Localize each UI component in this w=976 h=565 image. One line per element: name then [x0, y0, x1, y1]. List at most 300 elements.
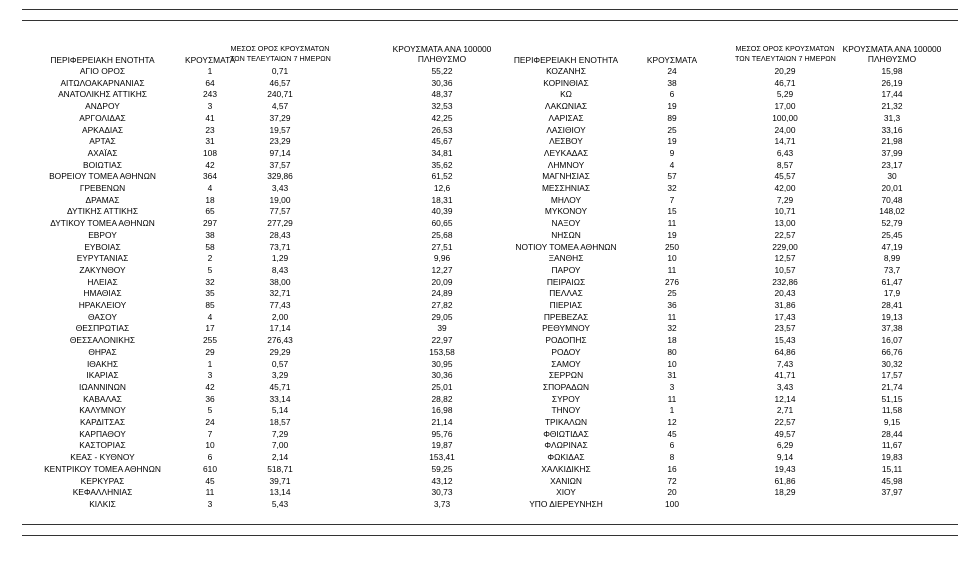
left-per100k-cell: 153,58	[429, 346, 455, 357]
table-row	[0, 148, 976, 160]
right-region-cell: ΡΕΘΥΜΝΟΥ	[542, 323, 590, 334]
right-avg7d-cell: 2,71	[776, 405, 794, 416]
header-avg-right-line1: ΜΕΣΟΣ ΟΡΟΣ ΚΡΟΥΣΜΑΤΩΝ	[735, 44, 835, 53]
right-region-cell: ΡΟΔΟΥ	[551, 346, 581, 357]
right-per100k-cell: 66,76	[881, 346, 903, 357]
left-per100k-cell: 25,68	[431, 229, 453, 240]
left-per100k-cell: 59,25	[431, 463, 453, 474]
left-cases-cell: 243	[203, 89, 217, 100]
table-row	[0, 206, 976, 218]
right-per100k-cell: 16,07	[881, 335, 903, 346]
right-cases-cell: 11	[667, 311, 677, 322]
left-region-cell: ΙΩΑΝΝΙΝΩΝ	[79, 381, 126, 392]
right-cases-cell: 10	[667, 358, 677, 369]
left-per100k-cell: 25,01	[431, 381, 453, 392]
right-cases-cell: 11	[667, 393, 677, 404]
left-avg7d-cell: 0,71	[271, 66, 289, 76]
right-region-cell: ΥΠΟ ΔΙΕΡΕΥΝΗΣΗ	[529, 498, 603, 509]
right-cases-cell: 250	[665, 241, 679, 252]
left-avg7d-cell: 7,29	[271, 428, 289, 439]
left-cases-cell: 42	[205, 381, 215, 392]
left-avg7d-cell: 329,86	[267, 171, 293, 182]
left-cases-cell: 2	[207, 253, 213, 264]
left-cases-cell: 31	[205, 136, 215, 147]
left-region-cell: ΗΡΑΚΛΕΙΟΥ	[78, 300, 127, 310]
right-per100k-cell: 148,02	[879, 206, 905, 217]
left-avg7d-cell: 518,71	[267, 463, 293, 474]
header-region-left: ΠΕΡΙΦΕΡΕΙΑΚΗ ΕΝΟΤΗΤΑ	[50, 55, 155, 65]
left-cases-cell: 41	[205, 112, 215, 123]
right-cases-cell: 31	[667, 370, 677, 381]
left-avg7d-cell: 19,00	[269, 194, 291, 205]
right-avg7d-cell: 17,43	[774, 311, 796, 322]
left-avg7d-cell: 0,57	[271, 358, 289, 369]
left-region-cell: ΚΑΡΔΙΤΣΑΣ	[79, 417, 126, 427]
right-per100k-cell: 47,19	[881, 241, 903, 252]
left-region-cell: ΑΡΤΑΣ	[89, 136, 116, 147]
right-region-cell: ΞΑΝΘΗΣ	[548, 253, 584, 264]
right-cases-cell: 10	[667, 253, 677, 264]
left-region-cell: ΗΜΑΘΙΑΣ	[83, 288, 122, 299]
right-avg7d-cell: 18,29	[774, 487, 796, 498]
left-per100k-cell: 21,14	[431, 417, 453, 427]
left-cases-cell: 58	[205, 241, 215, 252]
right-cases-cell: 6	[669, 440, 675, 451]
left-per100k-cell: 22,97	[431, 335, 453, 346]
left-per100k-cell: 40,39	[431, 206, 453, 217]
header-cases-left: ΚΡΟΥΣΜΑΤΑ	[185, 55, 236, 65]
left-avg7d-cell: 3,29	[271, 370, 289, 381]
left-region-cell: ΔΥΤΙΚΗΣ ΑΤΤΙΚΗΣ	[66, 206, 138, 217]
right-cases-cell: 11	[667, 264, 677, 275]
right-avg7d-cell: 100,00	[772, 112, 798, 123]
left-avg7d-cell: 3,43	[271, 183, 289, 193]
left-per100k-cell: 12,27	[431, 264, 453, 275]
right-avg7d-cell: 229,00	[772, 241, 798, 252]
right-region-cell: ΧΙΟΥ	[556, 487, 576, 498]
right-region-cell: ΛΕΣΒΟΥ	[549, 136, 583, 147]
left-region-cell: ΙΘΑΚΗΣ	[86, 358, 119, 369]
right-avg7d-cell: 19,43	[774, 463, 796, 474]
left-avg7d-cell: 2,00	[271, 311, 289, 322]
right-avg7d-cell: 7,29	[776, 194, 794, 205]
left-cases-cell: 610	[203, 463, 217, 474]
right-avg7d-cell: 64,86	[774, 346, 796, 357]
left-avg7d-cell: 19,57	[269, 124, 291, 135]
right-avg7d-cell: 20,43	[774, 288, 796, 299]
left-region-cell: ΘΑΣΟΥ	[88, 311, 117, 322]
left-per100k-cell: 12,6	[433, 183, 451, 193]
table-row	[0, 78, 976, 90]
right-cases-cell: 32	[667, 183, 677, 193]
left-region-cell: ΘΗΡΑΣ	[88, 346, 117, 357]
right-cases-cell: 19	[667, 229, 677, 240]
left-region-cell: ΚΑΛΥΜΝΟΥ	[79, 405, 126, 416]
right-cases-cell: 1	[669, 405, 675, 416]
right-avg7d-cell: 9,14	[776, 452, 794, 463]
right-cases-cell: 80	[667, 346, 677, 357]
left-per100k-cell: 55,22	[431, 66, 453, 76]
right-per100k-cell: 20,01	[881, 183, 903, 193]
left-cases-cell: 38	[205, 229, 215, 240]
left-per100k-cell: 20,09	[431, 276, 453, 287]
left-avg7d-cell: 37,57	[269, 159, 291, 170]
right-per100k-cell: 33,16	[881, 124, 903, 135]
left-region-cell: ΚΑΣΤΟΡΙΑΣ	[79, 440, 126, 451]
left-cases-cell: 17	[205, 323, 215, 334]
left-per100k-cell: 29,05	[431, 311, 453, 322]
left-region-cell: ΖΑΚΥΝΘΟΥ	[79, 264, 126, 275]
right-avg7d-cell: 31,86	[774, 300, 796, 310]
left-cases-cell: 5	[207, 264, 213, 275]
left-per100k-cell: 30,36	[431, 77, 453, 88]
table-row	[0, 195, 976, 207]
table-row	[0, 125, 976, 137]
table-row	[0, 253, 976, 265]
left-per100k-cell: 27,82	[431, 300, 453, 310]
right-avg7d-cell: 49,57	[774, 428, 796, 439]
right-region-cell: ΦΛΩΡΙΝΑΣ	[544, 440, 588, 451]
left-avg7d-cell: 97,14	[269, 147, 291, 158]
table-row	[0, 323, 976, 335]
left-avg7d-cell: 2,14	[271, 452, 289, 463]
right-region-cell: ΚΟΖΑΝΗΣ	[546, 66, 586, 76]
right-region-cell: ΜΥΚΟΝΟΥ	[544, 206, 588, 217]
right-region-cell: ΤΗΝΟΥ	[551, 405, 581, 416]
right-cases-cell: 19	[667, 136, 677, 147]
left-per100k-cell: 45,67	[431, 136, 453, 147]
right-region-cell: ΦΘΙΩΤΙΔΑΣ	[543, 428, 589, 439]
right-per100k-cell: 19,13	[881, 311, 903, 322]
left-avg7d-cell: 73,71	[269, 241, 291, 252]
left-per100k-cell: 28,82	[431, 393, 453, 404]
left-avg7d-cell: 29,29	[269, 346, 291, 357]
right-region-cell: ΝΑΞΟΥ	[551, 218, 581, 229]
right-avg7d-cell: 6,43	[776, 147, 794, 158]
table-row	[0, 218, 976, 230]
right-region-cell: ΚΩ	[560, 89, 572, 100]
left-region-cell: ΕΥΒΟΙΑΣ	[84, 241, 121, 252]
left-avg7d-cell: 33,14	[269, 393, 291, 404]
right-region-cell: ΚΟΡΙΝΘΙΑΣ	[543, 77, 589, 88]
right-region-cell: ΦΩΚΙΔΑΣ	[547, 452, 585, 463]
left-avg7d-cell: 5,14	[271, 405, 289, 416]
left-cases-cell: 297	[203, 218, 217, 229]
right-per100k-cell: 37,38	[881, 323, 903, 334]
header-cases-right: ΚΡΟΥΣΜΑΤΑ	[646, 55, 698, 65]
left-avg7d-cell: 37,29	[269, 112, 291, 123]
left-region-cell: ΚΕΡΚΥΡΑΣ	[80, 475, 125, 486]
right-region-cell: ΛΑΣΙΘΙΟΥ	[546, 124, 586, 135]
left-cases-cell: 24	[205, 417, 215, 427]
left-region-cell: ΔΥΤΙΚΟΥ ΤΟΜΕΑ ΑΘΗΝΩΝ	[50, 218, 155, 229]
right-avg7d-cell: 22,57	[774, 417, 796, 427]
top-rule	[22, 9, 958, 10]
header-per100k-right-line1: ΚΡΟΥΣΜΑΤΑ ΑΝΑ 100000	[842, 44, 942, 54]
right-cases-cell: 7	[669, 194, 675, 205]
left-avg7d-cell: 1,29	[271, 253, 289, 264]
right-avg7d-cell: 41,71	[774, 370, 796, 381]
left-region-cell: ΑΡΚΑΔΙΑΣ	[81, 124, 124, 135]
left-avg7d-cell: 38,00	[269, 276, 291, 287]
left-region-cell: ΚΕΝΤΡΙΚΟΥ ΤΟΜΕΑ ΑΘΗΝΩΝ	[44, 463, 161, 474]
right-region-cell: ΧΑΝΙΩΝ	[550, 475, 582, 486]
left-region-cell: ΑΝΑΤΟΛΙΚΗΣ ΑΤΤΙΚΗΣ	[58, 89, 147, 100]
right-per100k-cell: 21,32	[881, 101, 903, 112]
left-avg7d-cell: 4,57	[271, 101, 289, 112]
left-cases-cell: 65	[205, 206, 215, 217]
table-row	[0, 171, 976, 183]
right-avg7d-cell: 22,57	[774, 229, 796, 240]
right-cases-cell: 38	[667, 77, 677, 88]
left-region-cell: ΙΚΑΡΙΑΣ	[86, 370, 119, 381]
right-cases-cell: 4	[669, 159, 675, 170]
left-region-cell: ΑΡΓΟΛΙΔΑΣ	[79, 112, 126, 123]
left-avg7d-cell: 18,57	[269, 417, 291, 427]
right-avg7d-cell: 46,71	[774, 77, 796, 88]
left-per100k-cell: 35,62	[431, 159, 453, 170]
right-avg7d-cell: 6,29	[776, 440, 794, 451]
right-avg7d-cell: 20,29	[774, 66, 796, 76]
left-region-cell: ΚΕΦΑΛΛΗΝΙΑΣ	[72, 487, 133, 498]
table-row	[0, 405, 976, 417]
right-region-cell: ΣΠΟΡΑΔΩΝ	[542, 381, 590, 392]
left-per100k-cell: 32,53	[431, 101, 453, 112]
table-row	[0, 265, 976, 277]
right-avg7d-cell: 45,57	[774, 171, 796, 182]
left-region-cell: ΚΙΛΚΙΣ	[89, 498, 116, 509]
right-region-cell: ΜΕΣΣΗΝΙΑΣ	[541, 183, 591, 193]
right-per100k-cell: 30,32	[881, 358, 903, 369]
right-per100k-cell: 28,44	[881, 428, 903, 439]
left-cases-cell: 255	[203, 335, 217, 346]
left-per100k-cell: 9,96	[433, 253, 451, 264]
left-region-cell: ΘΕΣΣΑΛΟΝΙΚΗΣ	[69, 335, 136, 346]
right-avg7d-cell: 14,71	[774, 136, 796, 147]
right-per100k-cell: 23,17	[881, 159, 903, 170]
right-per100k-cell: 37,97	[881, 487, 903, 498]
right-per100k-cell: 51,15	[881, 393, 903, 404]
table-row	[0, 370, 976, 382]
left-per100k-cell: 19,87	[431, 440, 453, 451]
right-avg7d-cell: 23,57	[774, 323, 796, 334]
left-per100k-cell: 26,53	[431, 124, 453, 135]
right-avg7d-cell: 17,00	[774, 101, 796, 112]
left-region-cell: ΚΑΒΑΛΑΣ	[83, 393, 122, 404]
right-region-cell: ΠΙΕΡΙΑΣ	[549, 300, 583, 310]
right-per100k-cell: 25,45	[881, 229, 903, 240]
left-cases-cell: 36	[205, 393, 215, 404]
left-cases-cell: 1	[207, 66, 213, 76]
right-cases-cell: 12	[667, 417, 677, 427]
left-cases-cell: 10	[205, 440, 215, 451]
right-per100k-cell: 21,74	[881, 381, 903, 392]
table-row	[0, 288, 976, 300]
right-per100k-cell: 19,83	[881, 452, 903, 463]
right-per100k-cell: 17,9	[883, 288, 901, 299]
right-region-cell: ΛΑΡΙΣΑΣ	[548, 112, 584, 123]
table-row	[0, 277, 976, 289]
table-row	[0, 230, 976, 242]
table-row	[0, 300, 976, 312]
left-avg7d-cell: 8,43	[271, 264, 289, 275]
right-avg7d-cell: 42,00	[774, 183, 796, 193]
right-cases-cell: 89	[667, 112, 677, 123]
right-region-cell: ΠΕΛΛΑΣ	[549, 288, 583, 299]
left-region-cell: ΑΝΔΡΟΥ	[85, 101, 120, 112]
header-avg-right	[735, 44, 835, 64]
right-avg7d-cell: 61,86	[774, 475, 796, 486]
right-cases-cell: 25	[667, 124, 677, 135]
left-cases-cell: 32	[205, 276, 215, 287]
left-per100k-cell: 42,25	[431, 112, 453, 123]
right-per100k-cell: 17,44	[881, 89, 903, 100]
right-per100k-cell: 11,58	[881, 405, 903, 416]
right-cases-cell: 32	[667, 323, 677, 334]
left-avg7d-cell: 46,57	[269, 77, 291, 88]
left-cases-cell: 11	[205, 487, 215, 498]
table-row	[0, 499, 976, 511]
right-avg7d-cell: 13,00	[774, 218, 796, 229]
right-per100k-cell: 15,98	[881, 66, 903, 76]
left-cases-cell: 23	[205, 124, 215, 135]
right-cases-cell: 8	[669, 452, 675, 463]
header-per100k-right	[840, 44, 944, 64]
right-region-cell: ΠΕΙΡΑΙΩΣ	[546, 276, 586, 287]
header-per100k-right-line2: ΠΛΗΘΥΣΜΟ	[867, 54, 917, 64]
bottom-rule-inner	[22, 524, 958, 525]
header-per100k-left-line2: ΠΛΗΘΥΣΜΟ	[417, 54, 467, 64]
table-row	[0, 359, 976, 371]
left-cases-cell: 18	[205, 194, 215, 205]
left-region-cell: ΒΟΙΩΤΙΑΣ	[83, 159, 122, 170]
table-row	[0, 476, 976, 488]
table-row	[0, 347, 976, 359]
table-row	[0, 464, 976, 476]
left-avg7d-cell: 32,71	[269, 288, 291, 299]
right-region-cell: ΤΡΙΚΑΛΩΝ	[544, 417, 588, 427]
left-region-cell: ΘΕΣΠΡΩΤΙΑΣ	[75, 323, 130, 334]
right-region-cell: ΜΗΛΟΥ	[550, 194, 582, 205]
right-cases-cell: 100	[665, 498, 679, 509]
right-cases-cell: 9	[669, 147, 675, 158]
right-region-cell: ΣΥΡΟΥ	[551, 393, 581, 404]
left-region-cell: ΑΙΤΩΛΟΑΚΑΡΝΑΝΙΑΣ	[60, 77, 145, 88]
table-row	[0, 242, 976, 254]
header-avg-left	[230, 44, 330, 64]
left-per100k-cell: 34,81	[431, 147, 453, 158]
left-per100k-cell: 30,95	[431, 358, 453, 369]
left-cases-cell: 42	[205, 159, 215, 170]
left-region-cell: ΗΛΕΙΑΣ	[87, 276, 118, 287]
left-cases-cell: 4	[207, 311, 213, 322]
right-region-cell: ΝΗΣΩΝ	[551, 229, 581, 240]
left-cases-cell: 85	[205, 300, 215, 310]
table-row	[0, 101, 976, 113]
right-region-cell: ΛΑΚΩΝΙΑΣ	[544, 101, 588, 112]
left-avg7d-cell: 13,14	[269, 487, 291, 498]
right-region-cell: ΛΕΥΚΑΔΑΣ	[543, 147, 589, 158]
left-per100k-cell: 18,31	[431, 194, 453, 205]
left-region-cell: ΚΑΡΠΑΘΟΥ	[79, 428, 126, 439]
right-cases-cell: 24	[667, 66, 677, 76]
left-per100k-cell: 27,51	[431, 241, 453, 252]
left-per100k-cell: 30,36	[431, 370, 453, 381]
left-region-cell: ΚΕΑΣ - ΚΥΘΝΟΥ	[70, 452, 135, 463]
right-per100k-cell: 73,7	[883, 264, 901, 275]
right-avg7d-cell: 15,43	[774, 335, 796, 346]
table-row	[0, 417, 976, 429]
left-cases-cell: 64	[205, 77, 215, 88]
right-cases-cell: 45	[667, 428, 677, 439]
left-per100k-cell: 60,65	[431, 218, 453, 229]
left-region-cell: ΑΓΙΟ ΟΡΟΣ	[79, 66, 126, 76]
right-region-cell: ΜΑΓΝΗΣΙΑΣ	[542, 171, 590, 182]
right-per100k-cell: 45,98	[881, 475, 903, 486]
right-cases-cell: 19	[667, 101, 677, 112]
header-avg-left-line1: ΜΕΣΟΣ ΟΡΟΣ ΚΡΟΥΣΜΑΤΩΝ	[230, 44, 330, 53]
right-per100k-cell: 21,98	[881, 136, 903, 147]
left-avg7d-cell: 45,71	[269, 381, 291, 392]
table-row	[0, 394, 976, 406]
table-row	[0, 160, 976, 172]
header-avg-right-line2: ΤΩΝ ΤΕΛΕΥΤΑΙΩΝ 7 ΗΜΕΡΩΝ	[735, 54, 836, 63]
left-per100k-cell: 16,98	[431, 405, 453, 416]
left-cases-cell: 3	[207, 370, 213, 381]
table-row	[0, 136, 976, 148]
right-cases-cell: 20	[667, 487, 677, 498]
right-avg7d-cell: 232,86	[772, 276, 798, 287]
left-per100k-cell: 30,73	[431, 487, 453, 498]
left-per100k-cell: 43,12	[431, 475, 453, 486]
right-per100k-cell: 28,41	[881, 300, 903, 310]
table-row	[0, 113, 976, 125]
right-region-cell: ΠΑΡΟΥ	[551, 264, 581, 275]
left-avg7d-cell: 77,43	[269, 300, 291, 310]
header-per100k-left	[382, 44, 502, 64]
left-cases-cell: 29	[205, 346, 215, 357]
left-avg7d-cell: 240,71	[267, 89, 293, 100]
left-cases-cell: 35	[205, 288, 215, 299]
right-region-cell: ΣΕΡΡΩΝ	[548, 370, 584, 381]
left-region-cell: ΑΧΑΪΑΣ	[87, 147, 118, 158]
table-row	[0, 440, 976, 452]
left-cases-cell: 3	[207, 498, 213, 509]
right-avg7d-cell: 5,29	[776, 89, 794, 100]
left-per100k-cell: 3,73	[433, 498, 451, 509]
left-avg7d-cell: 28,43	[269, 229, 291, 240]
right-per100k-cell: 30	[887, 171, 897, 182]
right-per100k-cell: 31,3	[883, 112, 901, 123]
header-per100k-left-line1: ΚΡΟΥΣΜΑΤΑ ΑΝΑ 100000	[392, 44, 492, 54]
header-region-right: ΠΕΡΙΦΕΡΕΙΑΚΗ ΕΝΟΤΗΤΑ	[513, 55, 619, 65]
right-per100k-cell: 15,11	[881, 463, 903, 474]
table-row	[0, 66, 976, 78]
table-row	[0, 312, 976, 324]
left-cases-cell: 3	[207, 101, 213, 112]
right-avg7d-cell: 12,57	[774, 253, 796, 264]
right-per100k-cell: 9,15	[883, 417, 901, 427]
left-per100k-cell: 61,52	[431, 171, 453, 182]
right-per100k-cell: 26,19	[881, 77, 903, 88]
right-per100k-cell: 8,99	[883, 253, 901, 264]
right-cases-cell: 276	[665, 276, 679, 287]
right-avg7d-cell: 7,43	[776, 358, 794, 369]
bottom-rule	[22, 535, 958, 536]
table-row	[0, 89, 976, 101]
left-avg7d-cell: 23,29	[269, 136, 291, 147]
right-region-cell: ΣΑΜΟΥ	[551, 358, 581, 369]
